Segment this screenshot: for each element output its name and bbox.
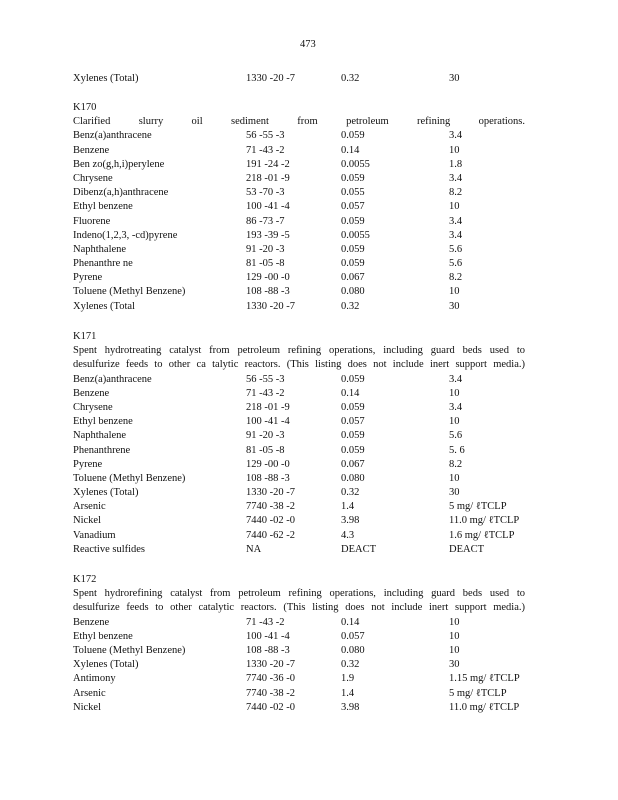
table-row	[73, 458, 525, 472]
constituent-name: Arsenic	[73, 687, 106, 699]
wastewater-standard: 0.32	[341, 300, 360, 312]
wastewater-standard: 0.057	[341, 630, 365, 642]
cas-number: 108 -88 -3	[246, 472, 290, 484]
wastewater-standard: 0.059	[341, 172, 365, 184]
waste-description-line: desulfurize feeds to other ca talytic reactors. (This listing does not include inert support media.)	[73, 359, 525, 371]
wastewater-standard: 0.14	[341, 387, 360, 399]
cas-number: 108 -88 -3	[246, 286, 290, 298]
wastewater-standard: 0.0055	[341, 229, 370, 241]
constituent-name: Phenanthrene	[73, 444, 131, 456]
cas-number: 129 -00 -0	[246, 458, 290, 470]
wastewater-standard: 0.080	[341, 644, 365, 656]
cas-number: 71 -43 -2	[246, 387, 285, 399]
nonwastewater-standard: 3.4	[449, 215, 463, 227]
table-row	[73, 401, 525, 415]
nonwastewater-standard: 10	[449, 387, 460, 399]
constituent-name: Ethyl benzene	[73, 201, 133, 213]
constituent-name: Ethyl benzene	[73, 416, 133, 428]
page-number: 473	[300, 39, 316, 50]
table-row	[73, 472, 525, 486]
wastewater-standard: DEACT	[341, 543, 376, 555]
constituent-name: Phenanthre ne	[73, 258, 133, 270]
wastewater-standard: 0.080	[341, 472, 365, 484]
nonwastewater-standard: 30	[449, 659, 460, 671]
nonwastewater-standard: 8.2	[449, 187, 463, 199]
constituent-name: Nickel	[73, 515, 101, 527]
wastewater-standard: 0.32	[341, 73, 360, 84]
cas-number: 91 -20 -3	[246, 243, 285, 255]
table-row	[73, 429, 525, 443]
wastewater-standard: 0.059	[341, 401, 365, 413]
wastewater-standard: 0.059	[341, 373, 365, 385]
nonwastewater-standard: 3.4	[449, 229, 463, 241]
nonwastewater-standard: 30	[449, 73, 460, 84]
wastewater-standard: 0.0055	[341, 158, 370, 170]
cas-number: 81 -05 -8	[246, 258, 285, 270]
nonwastewater-standard: 5.6	[449, 430, 463, 442]
table-row	[73, 644, 525, 658]
wastewater-standard: 0.059	[341, 215, 365, 227]
nonwastewater-standard: 5. 6	[449, 444, 465, 456]
nonwastewater-standard: 3.4	[449, 172, 463, 184]
cas-number: 7440 -02 -0	[246, 515, 295, 527]
cas-number: 193 -39 -5	[246, 229, 290, 241]
constituent-name: Vanadium	[73, 529, 116, 541]
constituent-name: Ethyl benzene	[73, 630, 133, 642]
table-row	[73, 300, 525, 314]
nonwastewater-standard: 10	[449, 144, 460, 156]
constituent-name: Chrysene	[73, 401, 113, 413]
waste-section-k171	[73, 330, 525, 557]
constituent-name: Pyrene	[73, 458, 103, 470]
nonwastewater-standard: 5.6	[449, 243, 463, 255]
wastewater-standard: 0.055	[341, 187, 365, 199]
cas-number: 7740 -36 -0	[246, 673, 295, 685]
table-row	[73, 257, 525, 271]
constituent-name: Chrysene	[73, 172, 113, 184]
constituent-name: Toluene (Methyl Benzene)	[73, 472, 186, 484]
cas-number: 71 -43 -2	[246, 616, 285, 628]
nonwastewater-standard: 5 mg/ ℓTCLP	[449, 501, 507, 513]
waste-code: K170	[73, 102, 97, 113]
cas-number: 91 -20 -3	[246, 430, 285, 442]
nonwastewater-standard: 10	[449, 616, 460, 628]
table-row	[73, 672, 525, 686]
table-row	[73, 486, 525, 500]
waste-code: K171	[73, 331, 97, 342]
nonwastewater-standard: 3.4	[449, 373, 463, 385]
nonwastewater-standard: 3.4	[449, 401, 463, 413]
table-row	[73, 373, 525, 387]
table-row	[73, 529, 525, 543]
cas-number: 191 -24 -2	[246, 158, 290, 170]
wastewater-standard: 1.4	[341, 687, 355, 699]
wastewater-standard: 0.057	[341, 416, 365, 428]
nonwastewater-standard: 3.4	[449, 130, 463, 142]
cas-number: 53 -70 -3	[246, 187, 285, 199]
table-row	[73, 387, 525, 401]
constituent-name: Fluorene	[73, 215, 111, 227]
wastewater-standard: 0.067	[341, 458, 365, 470]
nonwastewater-standard: 10	[449, 201, 460, 213]
table-row	[73, 701, 525, 715]
wastewater-standard: 0.057	[341, 201, 365, 213]
waste-description-line: desulfurize feeds to other catalytic reactors. (This listing does not include inert support media.)	[73, 602, 525, 614]
nonwastewater-standard: 10	[449, 286, 460, 298]
wastewater-standard: 0.059	[341, 258, 365, 270]
wastewater-standard: 3.98	[341, 701, 360, 713]
cas-number: 100 -41 -4	[246, 416, 290, 428]
wastewater-standard: 0.32	[341, 659, 360, 671]
wastewater-standard: 3.98	[341, 515, 360, 527]
cas-number: 218 -01 -9	[246, 401, 290, 413]
waste-description-line: Clarified slurry oil sediment from petroleum refining operations.	[73, 116, 525, 128]
continued-table	[73, 72, 525, 86]
cas-number: 7440 -62 -2	[246, 529, 295, 541]
table-row	[73, 144, 525, 158]
table-row	[73, 630, 525, 644]
nonwastewater-standard: 10	[449, 472, 460, 484]
nonwastewater-standard: 8.2	[449, 272, 463, 284]
cas-number: 218 -01 -9	[246, 172, 290, 184]
waste-description-line: Spent hydrorefining catalyst from petroleum refining operations, including guard beds used to	[73, 588, 525, 600]
constituent-name: Xylenes (Total)	[73, 73, 139, 84]
table-row	[73, 500, 525, 514]
waste-section-k170	[73, 101, 525, 314]
constituent-name: Toluene (Methyl Benzene)	[73, 286, 186, 298]
cas-number: 1330 -20 -7	[246, 73, 295, 84]
cas-number: 129 -00 -0	[246, 272, 290, 284]
constituent-name: Arsenic	[73, 501, 106, 513]
nonwastewater-standard: 8.2	[449, 458, 463, 470]
cas-number: 86 -73 -7	[246, 215, 285, 227]
table-row	[73, 514, 525, 528]
table-row	[73, 129, 525, 143]
nonwastewater-standard: 5 mg/ ℓTCLP	[449, 687, 507, 699]
nonwastewater-standard: 30	[449, 487, 460, 499]
wastewater-standard: 0.14	[341, 616, 360, 628]
wastewater-standard: 0.14	[341, 144, 360, 156]
constituent-name: Naphthalene	[73, 243, 127, 255]
cas-number: 1330 -20 -7	[246, 300, 295, 312]
nonwastewater-standard: 1.6 mg/ ℓTCLP	[449, 529, 515, 541]
wastewater-standard: 4.3	[341, 529, 355, 541]
wastewater-standard: 0.059	[341, 130, 365, 142]
constituent-name: Nickel	[73, 701, 101, 713]
table-row	[73, 186, 525, 200]
cas-number: 7740 -38 -2	[246, 501, 295, 513]
table-row	[73, 158, 525, 172]
cas-number: 71 -43 -2	[246, 144, 285, 156]
constituent-name: Xylenes (Total)	[73, 659, 139, 671]
constituent-name: Benzene	[73, 387, 110, 399]
waste-code: K172	[73, 574, 97, 585]
constituent-name: Benzene	[73, 144, 110, 156]
constituent-name: Benzene	[73, 616, 110, 628]
cas-number: 100 -41 -4	[246, 201, 290, 213]
nonwastewater-standard: 10	[449, 630, 460, 642]
constituent-name: Xylenes (Total)	[73, 487, 139, 499]
cas-number: 7440 -02 -0	[246, 701, 295, 713]
constituent-name: Toluene (Methyl Benzene)	[73, 644, 186, 656]
constituent-name: Indeno(1,2,3, -cd)pyrene	[73, 229, 178, 241]
wastewater-standard: 0.32	[341, 487, 360, 499]
wastewater-standard: 0.059	[341, 430, 365, 442]
nonwastewater-standard: 10	[449, 416, 460, 428]
cas-number: 56 -55 -3	[246, 373, 285, 385]
table-row	[73, 658, 525, 672]
nonwastewater-standard: 11.0 mg/ ℓTCLP	[449, 701, 520, 713]
table-row	[73, 72, 525, 86]
constituent-name: Benz(a)anthracene	[73, 130, 152, 142]
wastewater-standard: 0.080	[341, 286, 365, 298]
cas-number: 56 -55 -3	[246, 130, 285, 142]
table-row	[73, 172, 525, 186]
wastewater-standard: 0.067	[341, 272, 365, 284]
constituent-name: Benz(a)anthracene	[73, 373, 152, 385]
table-row	[73, 229, 525, 243]
table-row	[73, 215, 525, 229]
cas-number: NA	[246, 543, 262, 555]
cas-number: 1330 -20 -7	[246, 487, 295, 499]
waste-description-line: Spent hydrotreating catalyst from petroleum refining operations, including guard beds used to	[73, 345, 525, 357]
nonwastewater-standard: 1.15 mg/ ℓTCLP	[449, 673, 520, 685]
nonwastewater-standard: 1.8	[449, 158, 463, 170]
table-row	[73, 543, 525, 557]
wastewater-standard: 0.059	[341, 444, 365, 456]
table-row	[73, 415, 525, 429]
waste-section-k172	[73, 573, 525, 715]
nonwastewater-standard: DEACT	[449, 543, 484, 555]
nonwastewater-standard: 5.6	[449, 258, 463, 270]
cas-number: 7740 -38 -2	[246, 687, 295, 699]
table-row	[73, 687, 525, 701]
table-row	[73, 243, 525, 257]
nonwastewater-standard: 11.0 mg/ ℓTCLP	[449, 515, 520, 527]
wastewater-standard: 1.9	[341, 673, 355, 685]
nonwastewater-standard: 30	[449, 300, 460, 312]
constituent-name: Ben zo(g,h,i)perylene	[73, 158, 165, 170]
constituent-name: Pyrene	[73, 272, 103, 284]
constituent-name: Naphthalene	[73, 430, 127, 442]
constituent-name: Xylenes (Total	[73, 300, 135, 312]
cas-number: 108 -88 -3	[246, 644, 290, 656]
table-row	[73, 271, 525, 285]
constituent-name: Reactive sulfides	[73, 543, 146, 555]
table-row	[73, 616, 525, 630]
wastewater-standard: 1.4	[341, 501, 355, 513]
table-row	[73, 444, 525, 458]
constituent-name: Antimony	[73, 673, 116, 685]
cas-number: 100 -41 -4	[246, 630, 290, 642]
nonwastewater-standard: 10	[449, 644, 460, 656]
table-row	[73, 200, 525, 214]
cas-number: 81 -05 -8	[246, 444, 285, 456]
wastewater-standard: 0.059	[341, 243, 365, 255]
constituent-name: Dibenz(a,h)anthracene	[73, 187, 169, 199]
table-row	[73, 285, 525, 299]
cas-number: 1330 -20 -7	[246, 659, 295, 671]
